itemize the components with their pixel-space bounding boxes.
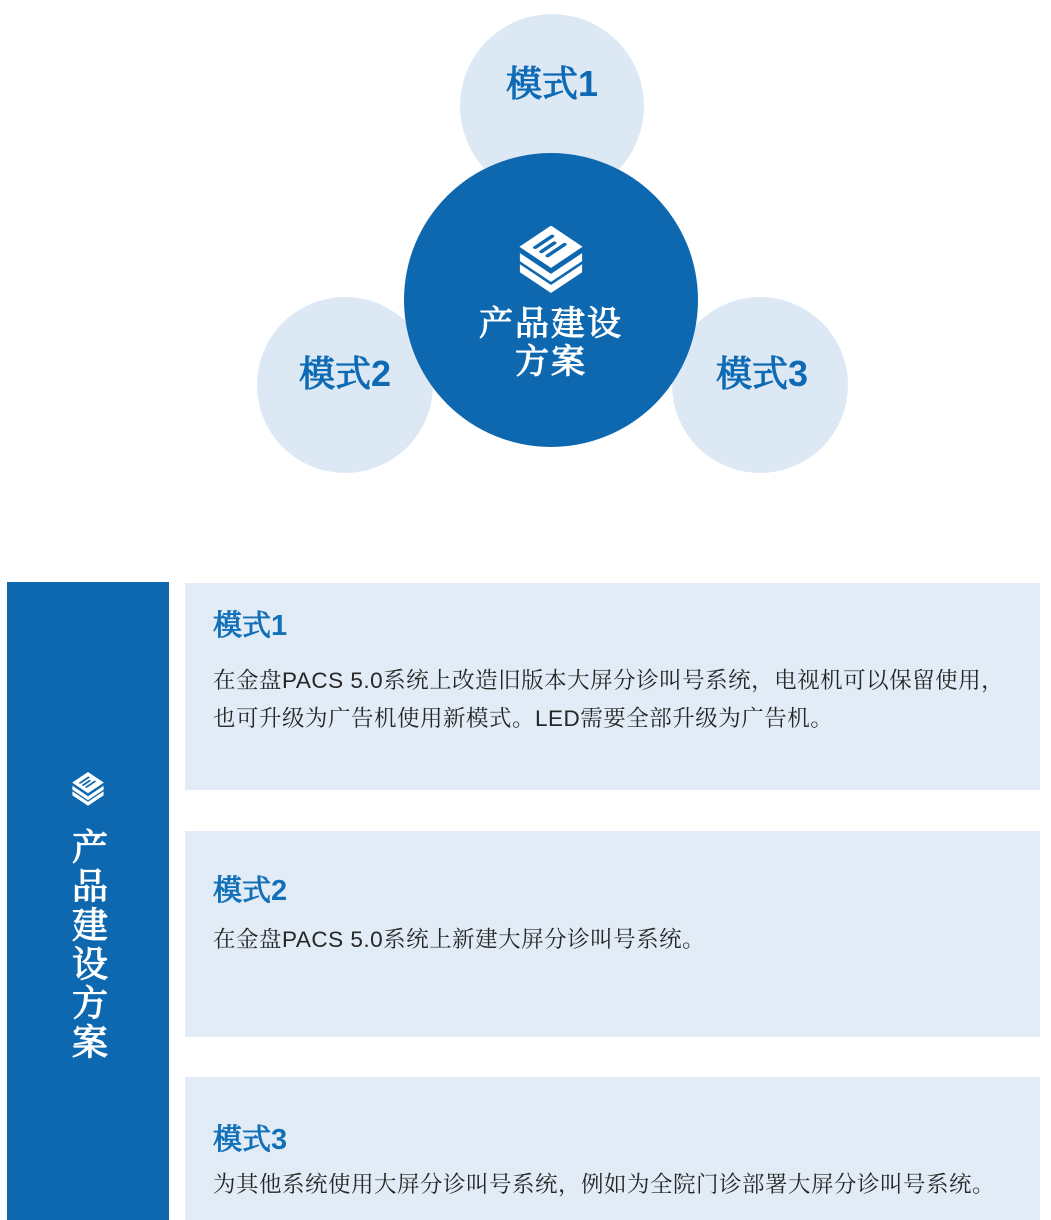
mode-3-body: 为其他系统使用大屏分诊叫号系统，例如为全院门诊部署大屏分诊叫号系统。: [213, 1172, 996, 1197]
mode-1-label: 模式1: [505, 63, 599, 104]
mode-3-label: 模式3: [715, 353, 809, 394]
mode-3-heading: 模式3: [213, 1124, 288, 1156]
mode-1-heading: 模式1: [213, 610, 288, 642]
center-title: [479, 305, 623, 381]
center-circle: [404, 153, 698, 447]
sidebar-title: 产品建设方案: [67, 828, 109, 1062]
solution-diagram: [0, 0, 1051, 582]
mode-1-body: 在金盘PACS 5.0系统上改造旧版本大屏分诊叫号系统，电视机可以保留使用，也可升级为广告机使用新模式。LED需要全部升级为广告机。: [213, 668, 1005, 731]
layers-stack-icon: [68, 772, 108, 811]
mode-2-section: [185, 831, 1040, 1037]
mode-2-heading: 模式2: [213, 875, 288, 907]
layers-stack-icon: [511, 226, 591, 298]
mode-2-label: 模式2: [298, 353, 392, 394]
center-title-line2: 方案: [515, 343, 587, 381]
mode-2-body: 在金盘PACS 5.0系统上新建大屏分诊叫号系统。: [213, 927, 706, 952]
mode-3-section: [185, 1077, 1040, 1220]
center-title-line1: 产品建设: [479, 305, 623, 343]
sidebar: [7, 582, 169, 1220]
mode-1-section: [185, 583, 1040, 790]
